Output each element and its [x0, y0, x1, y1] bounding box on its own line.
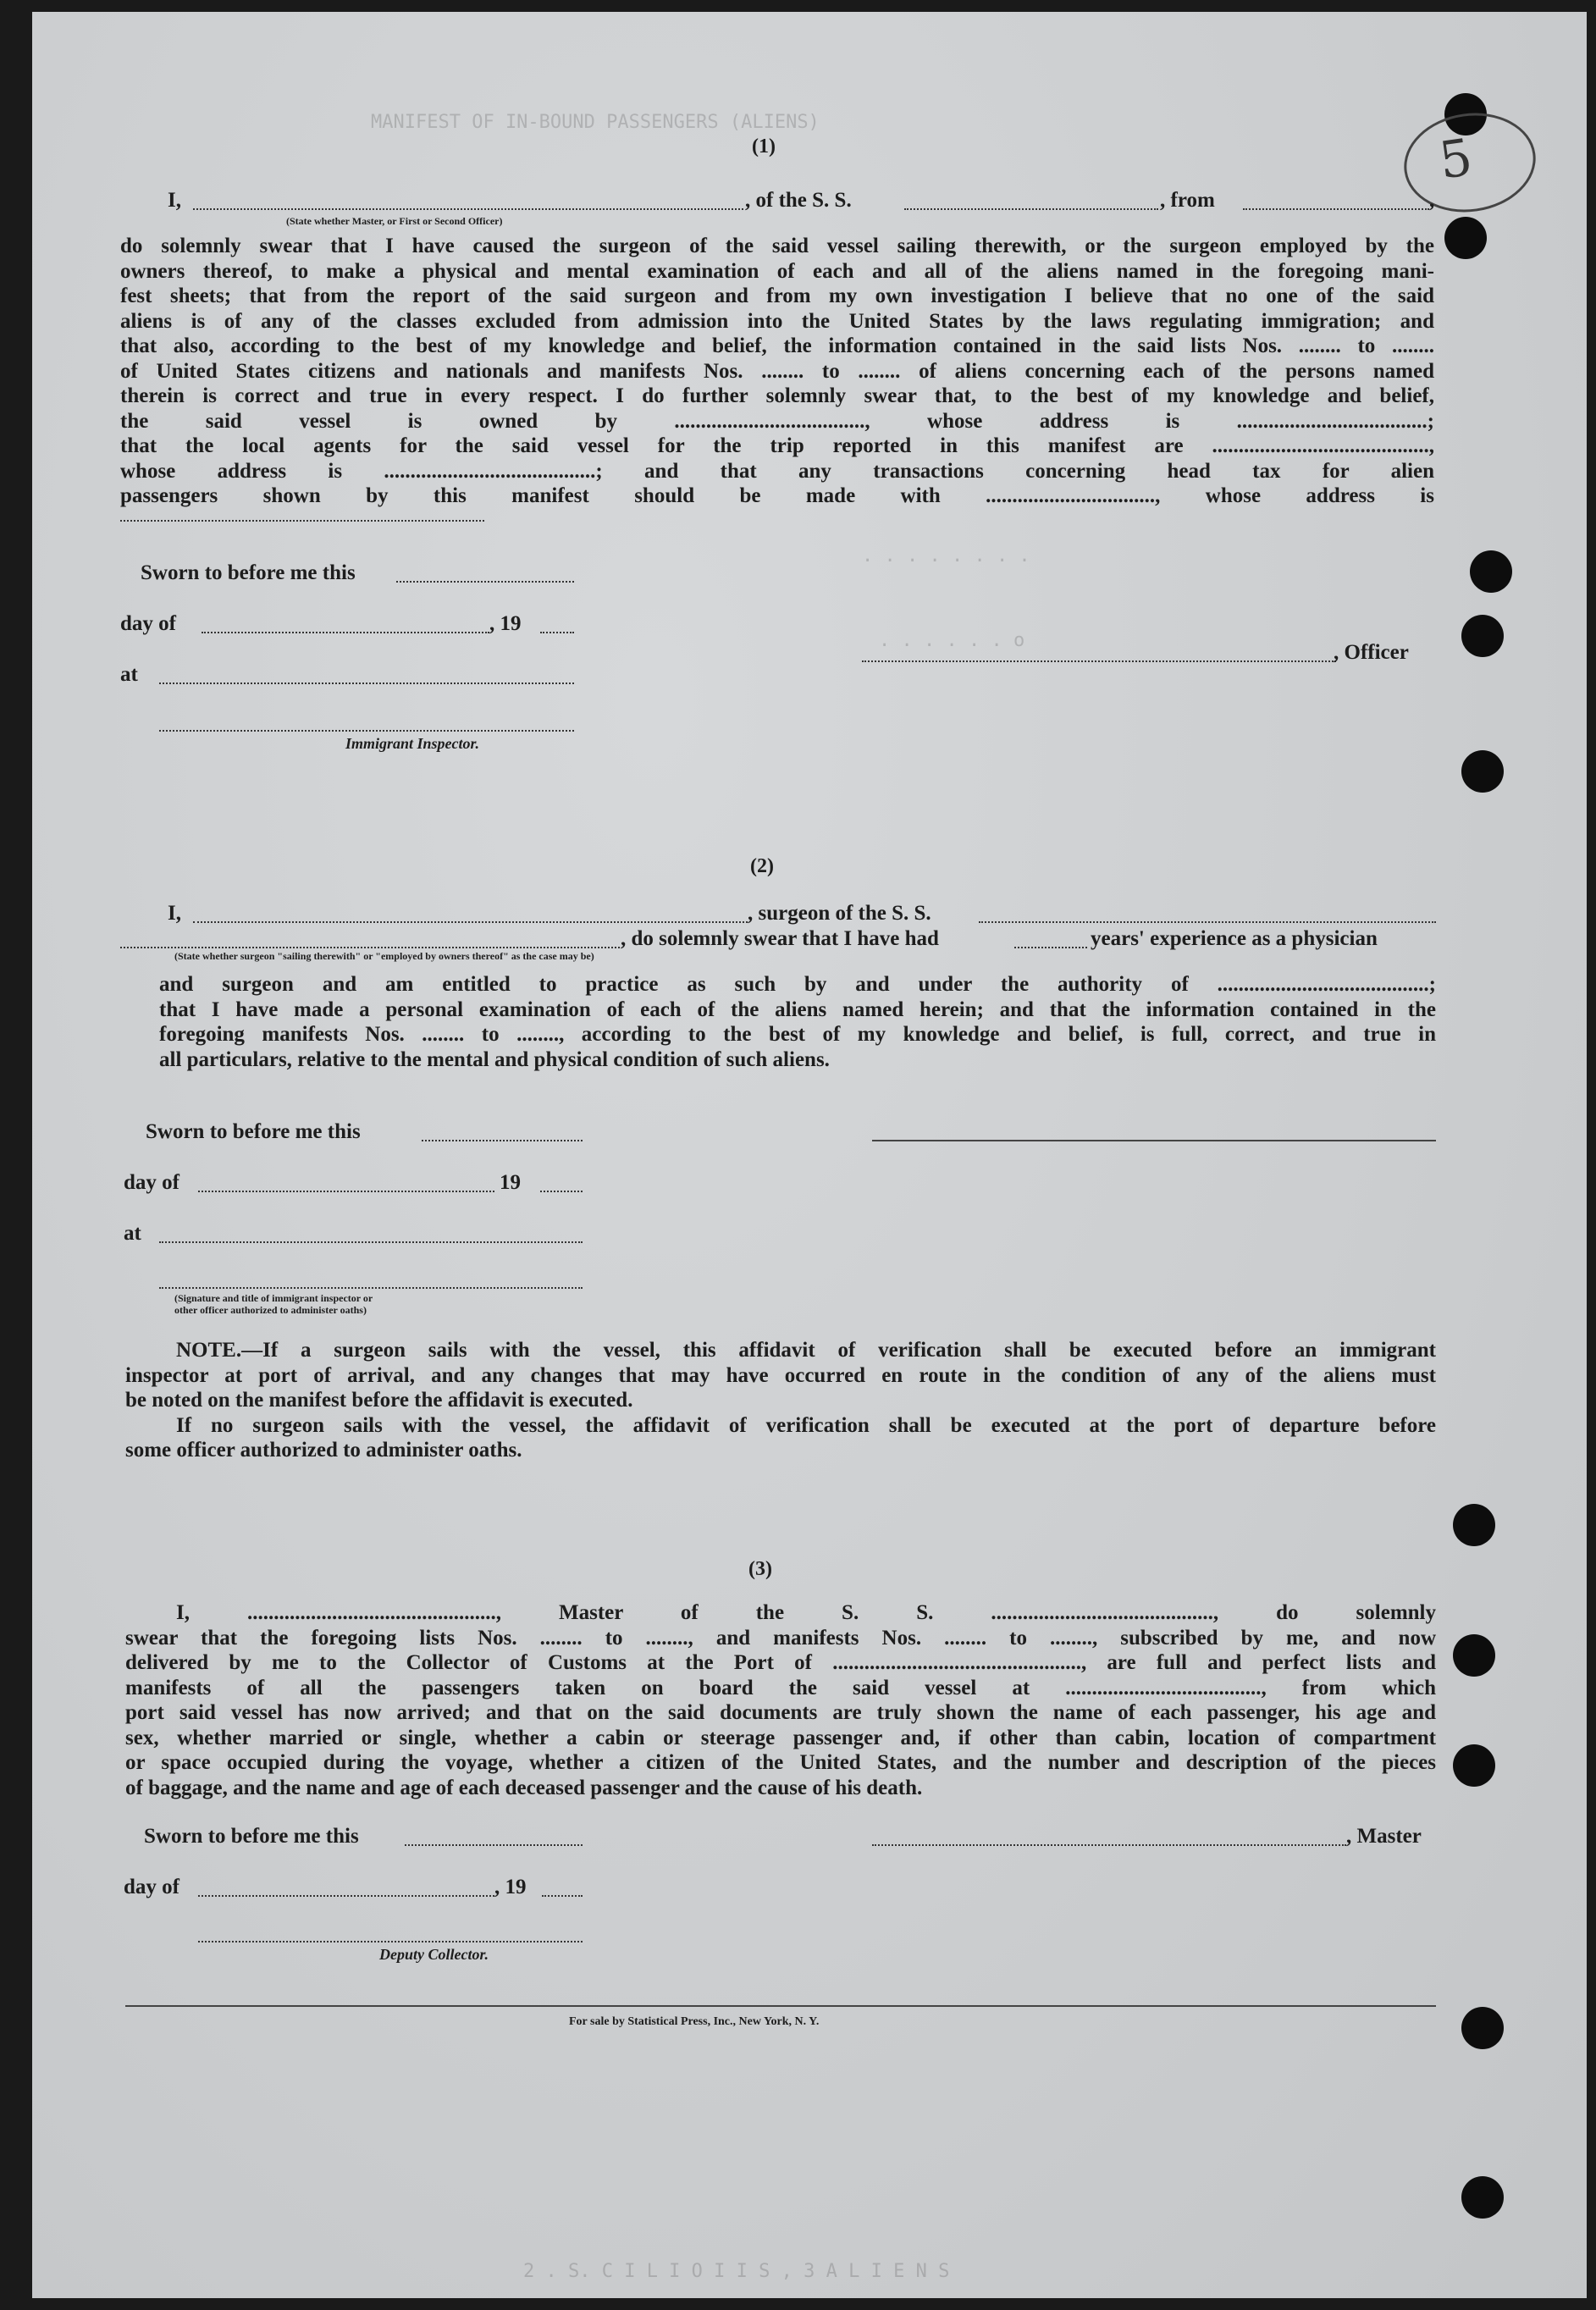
s1-line: do solemnly swear that I have caused the surgeon of the said vessel sailing therewith, or the surgeon employed by the [120, 235, 1434, 257]
s2-surgeon-signature-line[interactable] [872, 1140, 1436, 1141]
binder-hole [1461, 2176, 1504, 2219]
s2-sig-caption-1: (Signature and title of immigrant inspector or [174, 1292, 373, 1304]
s2-surgeon-label: , surgeon of the S. S. [748, 902, 931, 925]
s1-vessel-name-blank[interactable] [904, 208, 1158, 210]
s3-line: of baggage, and the name and age of each deceased passenger and the cause of his death. [125, 1776, 923, 1799]
s2-note [125, 1338, 1436, 1463]
s1-officer-label: , Officer [1334, 641, 1409, 664]
margin-mark-text: 5 [1435, 127, 1477, 191]
section-2-number: (2) [750, 855, 774, 877]
binder-hole [1453, 1504, 1495, 1546]
s1-comma: , [1429, 189, 1435, 212]
s3-line: or space occupied during the voyage, whether a citizen of the United States, and the number and description of the pieces [125, 1751, 1436, 1774]
document-page [32, 12, 1587, 2298]
s2-surgeon-name-blank[interactable] [193, 921, 748, 923]
s3-line: I, ..............................................., Master of the S. S. .........................................., do solemnly [176, 1601, 1436, 1624]
s3-line: sex, whether married or single, whether a cabin or steerage passenger and, if other than cabin, location of compartment [125, 1726, 1436, 1749]
s1-day-blank[interactable] [202, 632, 489, 633]
s1-officer-name-blank[interactable] [193, 208, 743, 210]
printer-footer: For sale by Statistical Press, Inc., New York, N. Y. [569, 2015, 820, 2028]
s3-deputy-label: Deputy Collector. [379, 1946, 489, 1963]
bleed-through: 2 . S. C I L I O I I S , 3 A L I E N S [523, 2261, 950, 2282]
s3-year-blank[interactable] [542, 1895, 583, 1897]
s3-sworn-blank[interactable] [405, 1844, 583, 1846]
handwritten-circled-number [1398, 105, 1543, 221]
binder-hole [1461, 750, 1504, 793]
section-3-number: (3) [748, 1558, 772, 1580]
s1-line: that the local agents for the said vessel for the trip reported in this manifest are ........................................., [120, 434, 1434, 457]
s1-line: that also, according to the best of my knowledge and belief, the information contained in the said lists Nos. ........ to ........ [120, 334, 1434, 357]
s2-line: all particulars, relative to the mental and physical condition of such aliens. [159, 1047, 830, 1071]
s1-day-of-label: day of [120, 612, 176, 635]
s1-from-label: , from [1160, 189, 1215, 212]
binder-hole [1461, 2007, 1504, 2049]
s3-day-of-label: day of [124, 1876, 179, 1898]
s2-day-of-label: day of [124, 1171, 179, 1194]
s1-line: of United States citizens and nationals and manifests Nos. ........ to ........ of aliens concerning each of the persons named [120, 359, 1434, 383]
s2-sig-caption-2: other officer authorized to administer oaths) [174, 1304, 367, 1316]
binder-hole [1444, 217, 1487, 259]
binder-hole [1453, 1634, 1495, 1677]
s2-vessel-name-blank[interactable] [979, 921, 1436, 923]
s1-line: owners thereof, to make a physical and mental examination of each and all of the aliens named in the foregoing mani- [120, 259, 1434, 283]
s2-year-label: 19 [500, 1171, 521, 1194]
s2-sworn-label: Sworn to before me this [146, 1120, 361, 1143]
s2-sworn-blank[interactable] [422, 1140, 583, 1141]
s1-line: the said vessel is owned by ...................................., whose address is ....................................; [120, 409, 1434, 433]
s2-capacity-blank[interactable] [120, 947, 620, 948]
s2-swear-label: , do solemnly swear that I have had [621, 927, 939, 950]
s2-day-blank[interactable] [198, 1191, 494, 1192]
bleed-through: . . . . . . . . [862, 545, 1030, 566]
s3-master-label: , Master [1346, 1825, 1422, 1848]
s1-caption: (State whether Master, or First or Second Officer) [286, 215, 503, 227]
s1-officer-signature-blank[interactable] [862, 660, 1336, 662]
s3-line: manifests of all the passengers taken on board the said vessel at ....................................., from which [125, 1676, 1436, 1699]
s3-deputy-signature-blank[interactable] [198, 1941, 583, 1942]
s1-line: therein is correct and true in every respect. I do further solemnly swear that, to the best of my knowledge and belief, [120, 384, 1434, 407]
note-line: If no surgeon sails with the vessel, the affidavit of verification shall be executed at the port of departure before [176, 1413, 1436, 1437]
s1-line: aliens is of any of the classes excluded from admission into the United States by the laws regulating immigration; and [120, 309, 1434, 333]
s1-sworn-blank[interactable] [396, 581, 574, 583]
s3-oath-text [125, 1600, 1436, 1800]
s1-from-blank[interactable] [1243, 208, 1429, 210]
s2-years-blank[interactable] [1014, 947, 1087, 948]
note-line: be noted on the manifest before the affidavit is executed. [125, 1389, 633, 1412]
s1-address-continuation-blank[interactable] [120, 520, 484, 522]
section-1-number: (1) [752, 135, 776, 158]
s1-inspector-label: Immigrant Inspector. [345, 735, 480, 752]
s2-years-label: years' experience as a physician [1091, 927, 1378, 950]
s1-i-label: I, [168, 189, 181, 212]
note-line: inspector at port of arrival, and any changes that may have occurred en route in the condition of any of the aliens must [125, 1363, 1436, 1387]
s2-oath-text [159, 972, 1436, 1072]
binder-hole [1470, 550, 1512, 593]
s3-year-label: , 19 [494, 1876, 527, 1898]
s1-at-label: at [120, 663, 138, 686]
s1-sworn-label: Sworn to before me this [141, 561, 356, 584]
s1-of-ss-label: , of the S. S. [745, 189, 852, 212]
s1-year-blank[interactable] [540, 632, 574, 633]
s1-line: fest sheets; that from the report of the said surgeon and from my own investigation I believe that no one of the said [120, 285, 1434, 307]
s3-line: port said vessel has now arrived; and that on the said documents are truly shown the name of each passenger, his age and [125, 1701, 1436, 1724]
s2-year-blank[interactable] [540, 1191, 583, 1192]
s3-sworn-label: Sworn to before me this [144, 1825, 359, 1848]
s2-i-label: I, [168, 902, 181, 925]
s2-line: foregoing manifests Nos. ........ to ........, according to the best of my knowledge and belief, is full, correct, and true in [159, 1023, 1436, 1046]
s2-at-blank[interactable] [159, 1241, 583, 1243]
bleed-through: . . . . . . o [879, 630, 1025, 651]
s3-line: delivered by me to the Collector of Customs at the Port of ..............................................., are full and perfect lists and [125, 1651, 1436, 1674]
s1-year-label: , 19 [489, 612, 522, 635]
s1-at-blank[interactable] [159, 682, 574, 684]
s1-line: passengers shown by this manifest should be made with ................................, whose address is [120, 484, 1434, 507]
s2-at-label: at [124, 1222, 141, 1245]
s2-inspector-signature-blank[interactable] [159, 1287, 583, 1289]
s3-day-blank[interactable] [198, 1895, 494, 1897]
s3-line: swear that the foregoing lists Nos. ........ to ........, and manifests Nos. ........ to ........, subscribed by me, and now [125, 1626, 1436, 1650]
s1-oath-text [120, 234, 1434, 509]
s2-line: that I have made a personal examination of each of the aliens named herein; and that the information contained in the [159, 998, 1436, 1021]
s2-caption: (State whether surgeon "sailing therewith" or "employed by owners thereof" as the case may be) [174, 950, 594, 962]
footer-divider [125, 2005, 1436, 2007]
s3-master-signature-blank[interactable] [872, 1844, 1346, 1846]
note-line: NOTE.—If a surgeon sails with the vessel, this affidavit of verification shall be executed before an immigrant [176, 1339, 1436, 1362]
s1-line: whose address is ........................................; and that any transactions concerning head tax for alien [120, 459, 1434, 483]
binder-hole [1453, 1744, 1495, 1787]
note-line: some officer authorized to administer oaths. [125, 1439, 522, 1462]
s1-inspector-signature-blank[interactable] [159, 730, 574, 732]
binder-hole [1461, 615, 1504, 657]
s2-line: and surgeon and am entitled to practice as such by and under the authority of ........................................; [159, 973, 1436, 996]
bleed-through: MANIFEST OF IN-BOUND PASSENGERS (ALIENS) [371, 112, 820, 133]
